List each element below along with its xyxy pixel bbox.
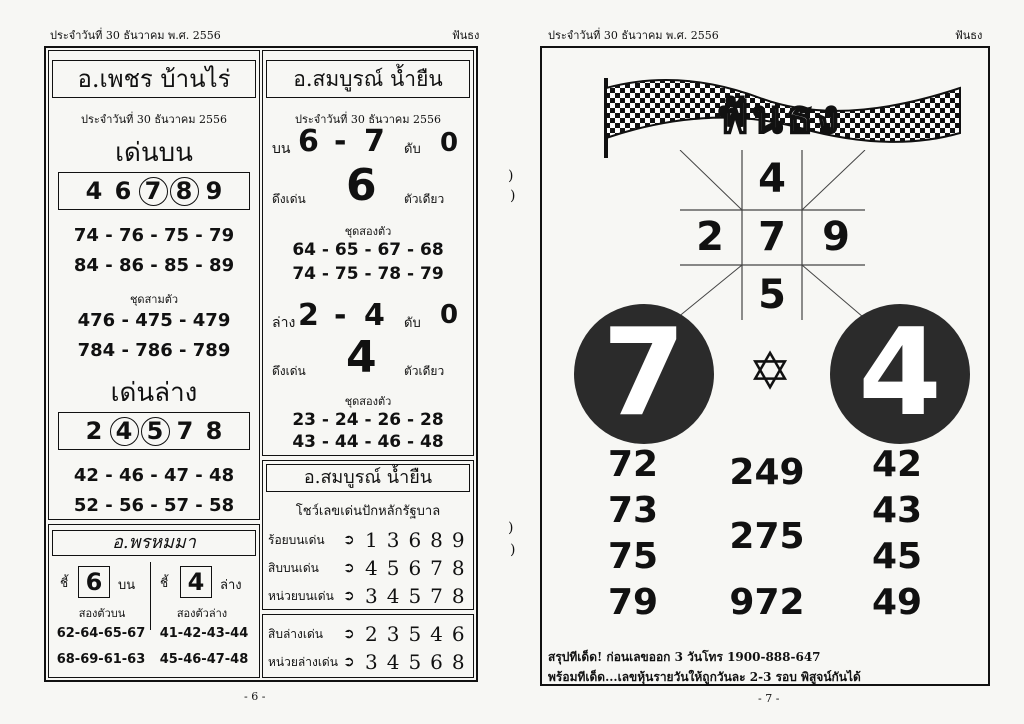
gov-row-4	[268, 622, 474, 646]
col1-date: ประจำวันที่ 30 ธันวาคม 2556	[80, 113, 228, 126]
col2-bot-dab: 0	[440, 300, 459, 330]
gov-row-1-label: ร้อยบนเด่น	[268, 532, 325, 547]
col2-title: อ.สมบูรณ์ น้ำยืน	[293, 67, 443, 91]
gutter-mark: )	[510, 188, 516, 204]
cross-right: 9	[822, 214, 850, 260]
brahma-left-caption: สองตัวบน	[78, 607, 126, 620]
gov-row-3	[268, 584, 474, 608]
col2-bot-a: 2	[298, 298, 319, 333]
col2-set2-label-bottom: ชุดสองตัว	[344, 395, 392, 408]
col-right-4: 49	[871, 582, 923, 623]
col-left-3: 75	[607, 536, 659, 577]
left-page-number: - 6 -	[244, 690, 266, 703]
col2-top-dash: -	[334, 124, 347, 159]
brahma-bottom-num: 4	[187, 568, 205, 596]
gov-row-4-nums: 23546	[365, 622, 474, 646]
col1-triple-2: 784 - 786 - 789	[77, 340, 231, 361]
brahma-top-num-box	[78, 566, 110, 598]
col2-top-a: 6	[298, 124, 319, 159]
col2-title-box	[266, 60, 470, 98]
gov-row-4-label: สิบล่างเด่น	[268, 626, 323, 641]
col-left-4: 79	[607, 582, 659, 623]
cross-top: 4	[758, 156, 786, 202]
gutter-mark: )	[508, 520, 514, 536]
col2-top-b: 7	[364, 124, 385, 159]
right-header-brand: ฟันธง	[955, 29, 983, 42]
bottom-digit: 8	[205, 417, 223, 445]
top-digit: 6	[114, 177, 132, 205]
top-digit: 8	[170, 177, 199, 206]
arrow-icon: ➲	[343, 654, 355, 670]
col1-bottom-pair-1: 42 - 46 - 47 - 48	[73, 465, 235, 486]
brahma-left-row-1: 62-64-65-67	[56, 626, 146, 641]
brahma-point-label-top: ชี้	[60, 576, 69, 590]
gov-title: โชว์เลขเด่นปักหลักรัฐบาล	[295, 504, 441, 519]
brahma-bottom-label: ล่าง	[220, 578, 242, 593]
col2-bottom-set-1: 23 - 24 - 26 - 28	[292, 410, 444, 430]
col2-bottom-label: ล่าง	[272, 315, 296, 331]
col2-title2: อ.สมบูรณ์ น้ำยืน	[303, 467, 433, 488]
arrow-icon: ➲	[343, 560, 355, 576]
col2-bottom-set-2: 43 - 44 - 46 - 48	[292, 432, 444, 452]
col-right-1: 42	[871, 444, 923, 485]
flag-text: ฟันธง	[717, 92, 843, 143]
col2-top-dab: 0	[440, 128, 459, 158]
big-circle-right-num: 4	[858, 304, 942, 443]
left-header-brand: ฟันธง	[452, 29, 480, 42]
big-circle-left-num: 7	[602, 304, 686, 443]
col1-bottom-heading: เด่นล่าง	[110, 378, 198, 408]
col-left-2: 73	[607, 490, 659, 531]
col2-top-single-label: ตัวเดียว	[404, 192, 445, 206]
bottom-digit: 2	[85, 417, 103, 445]
footer-line-2: พร้อมทีเด็ด...เลขหุ้นรายวันให้ถูกวันละ 2-3 รอบ พิสูจน์กันได้	[548, 670, 861, 684]
gov-row-3-nums: 34578	[365, 584, 474, 608]
gov-row-3-label: หน่วยบนเด่น	[268, 588, 334, 603]
gov-row-2-label: สิบบนเด่น	[268, 560, 319, 575]
gov-row-1	[268, 528, 474, 552]
brahma-bottom-num-box	[180, 566, 212, 598]
col-left-1: 72	[607, 444, 659, 485]
footer-line-1: สรุปทีเด็ด! ก่อนเลขออก 3 วันโทร 1900-888-647	[548, 650, 821, 664]
arrow-icon: ➲	[343, 626, 355, 642]
right-header-date: ประจำวันที่ 30 ธันวาคม พ.ศ. 2556	[548, 29, 719, 42]
cross-center: 7	[758, 214, 786, 260]
cross-left: 2	[696, 214, 724, 260]
gutter-mark: )	[510, 542, 516, 558]
col2-date: ประจำวันที่ 30 ธันวาคม 2556	[294, 113, 442, 126]
col2-bottom-pull-label: ดึงเด่น	[272, 364, 306, 378]
col1-title-box	[52, 60, 256, 98]
bottom-digit: 4	[110, 417, 139, 446]
gov-row-1-nums: 13689	[365, 528, 474, 552]
big-circle-right	[830, 304, 970, 444]
col2-top-pull-label: ดึงเด่น	[272, 192, 306, 206]
col-mid-1: 249	[729, 452, 805, 493]
col2-bot-dash: -	[334, 298, 347, 333]
gov-row-5	[268, 650, 474, 674]
col2-bot-single-label: ตัวเดียว	[404, 364, 445, 378]
gov-row-5-label: หน่วยล่างเด่น	[268, 654, 338, 669]
gov-row-2-nums: 45678	[365, 556, 474, 580]
arrow-icon: ➲	[343, 588, 355, 604]
brahma-top-num: 6	[85, 568, 103, 596]
top-digit: 4	[85, 177, 103, 205]
col-mid-2: 275	[729, 516, 805, 557]
right-page-number: - 7 -	[758, 692, 780, 705]
col2-set2-label-top: ชุดสองตัว	[344, 225, 392, 238]
col1-top-pair-1: 74 - 76 - 75 - 79	[73, 225, 235, 246]
brahma-left-row-2: 68-69-61-63	[56, 652, 146, 667]
brahma-top-label: บน	[118, 578, 136, 593]
col1-top-pair-2: 84 - 86 - 85 - 89	[73, 255, 235, 276]
col2-top-dab-label: ดับ	[404, 142, 421, 157]
col1-top-heading: เด่นบน	[115, 138, 193, 168]
col2-bot-b: 4	[364, 298, 385, 333]
col1-top-digits	[58, 172, 250, 210]
col1-title: อ.เพชร บ้านไร่	[77, 65, 231, 93]
brahma-right-row-2: 45-46-47-48	[159, 652, 249, 667]
col2-top-label: บน	[272, 141, 291, 157]
bottom-digit: 7	[176, 417, 194, 445]
col2-title2-box	[266, 464, 470, 492]
cross-bottom: 5	[758, 272, 786, 318]
brahma-title: อ.พรหมมา	[112, 532, 196, 553]
col2-bot-dab-label: ดับ	[404, 316, 421, 331]
arrow-icon: ➲	[343, 532, 355, 548]
col1-triple-1: 476 - 475 - 479	[77, 310, 231, 331]
brahma-point-label-bottom: ชี้	[160, 576, 169, 590]
col2-top-single: 6	[346, 160, 377, 211]
big-circle-left	[574, 304, 714, 444]
star-of-david-icon: ✡	[748, 342, 792, 402]
gov-row-2	[268, 556, 474, 580]
col-right-3: 45	[871, 536, 923, 577]
top-digit: 9	[205, 177, 223, 205]
col-mid-3: 972	[729, 582, 805, 623]
col-right-2: 43	[871, 490, 923, 531]
col1-bottom-pair-2: 52 - 56 - 57 - 58	[73, 495, 235, 516]
left-header-date: ประจำวันที่ 30 ธันวาคม พ.ศ. 2556	[50, 29, 221, 42]
col2-top-set-1: 64 - 65 - 67 - 68	[292, 240, 444, 260]
brahma-right-caption: สองตัวล่าง	[176, 607, 228, 620]
col1-bottom-digits	[58, 412, 250, 450]
col2-top-set-2: 74 - 75 - 78 - 79	[292, 264, 444, 284]
gutter-mark: )	[508, 168, 514, 184]
top-digit: 7	[139, 177, 168, 206]
gov-row-5-nums: 34568	[365, 650, 474, 674]
brahma-title-box	[52, 530, 256, 556]
col1-set3-label: ชุดสามตัว	[129, 293, 179, 306]
col2-bot-single: 4	[346, 332, 377, 383]
bottom-digit: 5	[141, 417, 170, 446]
brahma-right-row-1: 41-42-43-44	[159, 626, 249, 641]
